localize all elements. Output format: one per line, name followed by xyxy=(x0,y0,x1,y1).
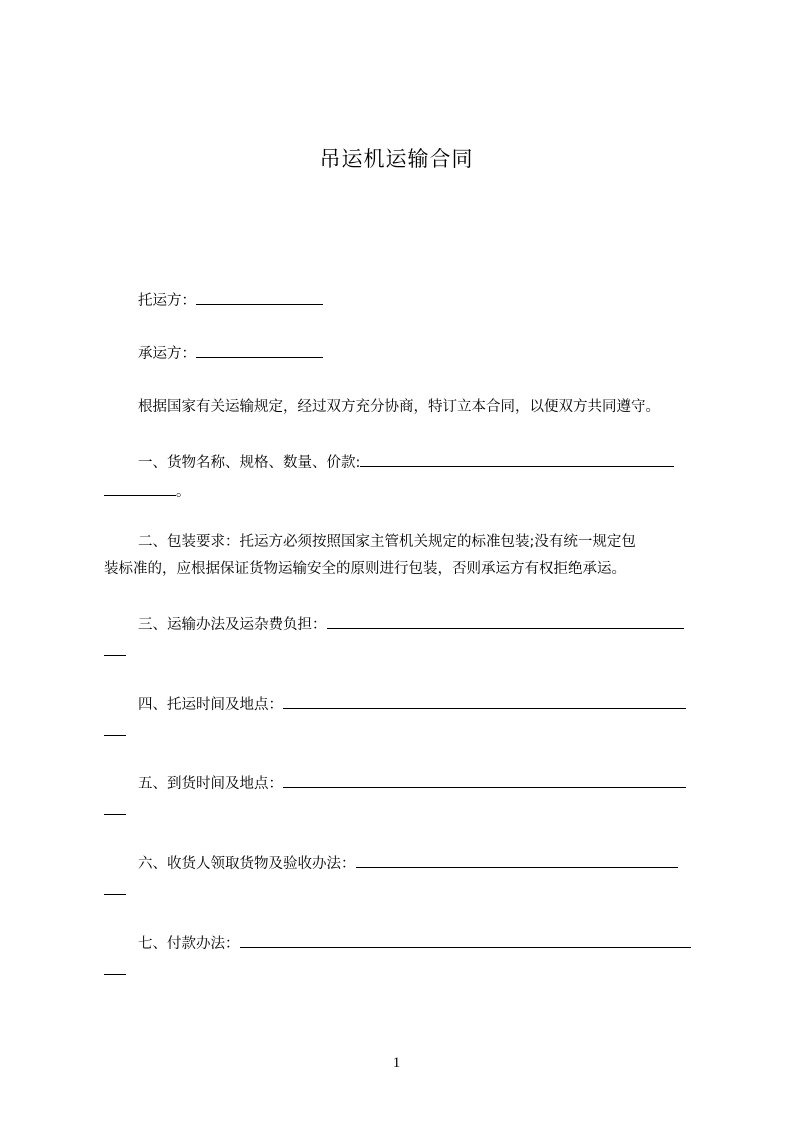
clause-6-label: 六、收货人领取货物及验收办法： xyxy=(138,856,356,872)
clause-7-blank-2 xyxy=(104,960,126,975)
shipper-line xyxy=(104,290,738,311)
shipper-blank xyxy=(196,290,323,305)
clause-3-label: 三、运输办法及运杂费负担： xyxy=(138,617,327,633)
clause-5 xyxy=(104,773,738,794)
clause-2-line-1 xyxy=(104,532,738,552)
clause-3-continuation xyxy=(104,641,704,662)
clause-7-label: 七、付款办法： xyxy=(138,936,240,952)
clause-1-continuation xyxy=(104,481,704,502)
clause-1-blank xyxy=(360,452,674,467)
preamble-text: 根据国家有关运输规定，经过双方充分协商，特订立本合同，以便双方共同遵守。 xyxy=(138,399,660,415)
clause-4-continuation xyxy=(104,721,704,742)
clause-7-blank xyxy=(240,933,691,948)
clause-7 xyxy=(104,933,738,954)
clause-1-blank-2 xyxy=(104,481,176,496)
shipper-label: 托运方： xyxy=(138,293,196,309)
clause-5-label: 五、到货时间及地点： xyxy=(138,776,283,792)
clause-1 xyxy=(104,452,738,473)
clause-3 xyxy=(104,614,738,635)
clause-4-label: 四、托运时间及地点： xyxy=(138,697,283,713)
clause-2-text-2: 装标准的，应根据保证货物运输安全的原则进行包装，否则承运方有权拒绝承运。 xyxy=(104,561,626,577)
clause-6 xyxy=(104,853,738,874)
carrier-blank xyxy=(196,343,323,358)
preamble xyxy=(104,397,738,417)
clause-6-blank-2 xyxy=(104,880,126,895)
clause-7-continuation xyxy=(104,960,704,981)
clause-6-continuation xyxy=(104,880,704,901)
clause-4-blank xyxy=(283,694,686,709)
clause-3-blank xyxy=(327,614,684,629)
page-title: 吊运机运输合同 xyxy=(319,147,474,171)
clause-4-blank-2 xyxy=(104,721,126,736)
clause-5-continuation xyxy=(104,800,704,821)
page-number: 1 xyxy=(392,1055,401,1071)
clause-1-end: 。 xyxy=(176,484,191,500)
clause-2-line-2 xyxy=(104,559,704,579)
clause-2-text-1: 二、包装要求：托运方必须按照国家主管机关规定的标准包装;没有统一规定包 xyxy=(138,534,636,550)
clause-1-label: 一、货物名称、规格、数量、价款: xyxy=(138,455,361,471)
clause-5-blank xyxy=(283,773,686,788)
clause-6-blank xyxy=(356,853,678,868)
clause-4 xyxy=(104,694,738,715)
clause-3-blank-2 xyxy=(104,641,126,656)
carrier-label: 承运方： xyxy=(138,346,196,362)
clause-5-blank-2 xyxy=(104,800,126,815)
carrier-line xyxy=(104,343,738,364)
